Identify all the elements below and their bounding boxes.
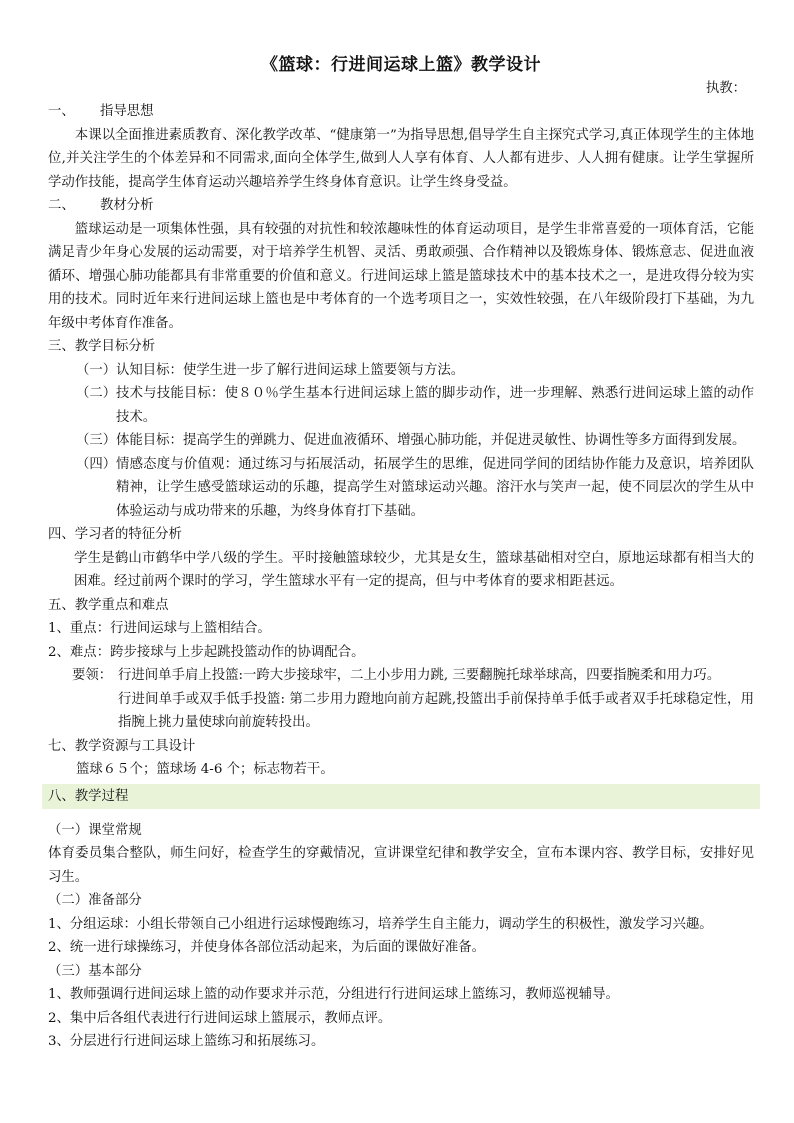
- process-item: [48, 913, 754, 937]
- process-item-label: 2、: [48, 940, 70, 955]
- process-item-text: 统一进行球操练习，并使身体各部位活动起来，为后面的课做好准备。: [69, 940, 486, 955]
- key-point-item: [48, 617, 754, 641]
- objective-text: 情感态度与价值观：通过练习与拓展活动，拓展学生的思维，促进同学间的团结协作能力及意识，培养团队精神，让学生感受篮球运动的乐趣，提高学生对篮球运动兴趣。溶汗水与笑声一起，使不同层次的学生从中体验运动与成功带来的乐趣，为终身体育打下基础。: [116, 456, 754, 519]
- key-point-label: 1、: [48, 621, 70, 636]
- objective-label: （一）: [76, 362, 117, 378]
- essentials-label: 要领：: [72, 668, 113, 683]
- section-4-heading: 四、学习者的特征分析: [48, 527, 182, 542]
- document-title: 《篮球：行进间运球上篮》教学设计: [261, 55, 541, 75]
- process-item-text: 分组运球：小组长带领自己小组进行运球慢跑练习，培养学生自主能力，调动学生的积极性，激发学习兴趣。: [69, 916, 713, 932]
- key-point-text: 重点：行进间运球与上篮相结合。: [69, 621, 271, 636]
- process-item: [48, 936, 754, 960]
- process-part-heading: （一）课堂常规: [48, 822, 142, 838]
- process-item-text: 教师强调行进间运球上篮的动作要求并示范，分组进行行进间运球上篮练习，教师巡视辅导。: [69, 987, 619, 1002]
- process-item: [48, 1007, 754, 1031]
- objective-text: 认知目标：使学生进一步了解行进间运球上篮要领与方法。: [116, 362, 465, 378]
- process-part-heading: （三）基本部分: [48, 963, 142, 979]
- process-item-text: 集中后各组代表进行行进间运球上篮展示，教师点评。: [69, 1010, 392, 1026]
- section-2-title: 教材分析: [100, 198, 154, 213]
- teacher-label: 执教：: [705, 81, 746, 96]
- section-7-heading: 七、教学资源与工具设计: [48, 738, 196, 754]
- objective-item: [48, 382, 754, 429]
- process-item-label: 1、: [48, 987, 70, 1002]
- process-item: [48, 983, 754, 1007]
- objective-label: （三）: [76, 433, 117, 448]
- key-point-label: 2、: [48, 644, 70, 660]
- key-point-text: 难点：跨步接球与上步起跳投篮动作的协调配合。: [69, 644, 365, 660]
- process-item: [48, 1030, 754, 1054]
- section-2-body: 篮球运动是一项集体性强，具有较强的对抗性和较浓趣味性的体育运动项目，是学生非常喜爱的一项体育活，它能满足青少年身心发展的运动需要，对于培养学生机智、灵活、勇敢顽强、合作精神以及锻炼身体、锻炼意志、促进血液循环、增强心肺功能都具有非常重要的价值和意义。行进间运球上篮是篮球技术中的基本技术之一，是进攻得分较为实用的技术。同时近年来行进间运球上篮也是中考体育的一个选考项目之一，实效性较强，在八年级阶段打下基础，为九年级中考体育作准备。: [48, 221, 754, 331]
- objective-item: [48, 453, 754, 524]
- objective-label: （二）: [76, 386, 117, 401]
- objective-label: （四）: [76, 456, 117, 472]
- document-page: [48, 52, 754, 1054]
- spacer: [48, 809, 754, 819]
- section-3-heading: 三、教学目标分析: [48, 339, 156, 354]
- process-item-label: 1、: [48, 916, 70, 932]
- section-2-number: 二、: [48, 198, 75, 213]
- section-8-heading: 八、教学过程: [42, 784, 760, 809]
- process-item-label: 2、: [48, 1010, 70, 1026]
- process-item-text: 分层进行行进间运球上篮练习和拓展练习。: [69, 1034, 325, 1049]
- essentials-text-2: 行进间单手或双手低手投篮: 第二步用力蹬地向前方起跳,投篮出手前保持单手低手或者双手托球稳定性，用指腕上挑力量使球向前旋转投出。: [118, 691, 754, 730]
- section-1-heading: [48, 100, 754, 124]
- objective-text: 体能目标：提高学生的弹跳力、促进血液循环、增强心肺功能，并促进灵敏性、协调性等多方面得到发展。: [116, 433, 746, 448]
- section-4-body: 学生是鹤山市鹤华中学八级的学生。平时接触篮球较少，尤其是女生，篮球基础相对空白，原地运球都有相当大的困难。经过前两个课时的学习，学生篮球水平有一定的提高，但与中考体育的要求相距甚远。: [74, 550, 754, 589]
- objective-text: 技术与技能目标：使８０％学生基本行进间运球上篮的脚步动作，进一步理解、熟悉行进间运球上篮的动作技术。: [116, 386, 754, 425]
- process-part-heading: （二）准备部分: [48, 893, 142, 908]
- section-5-heading: 五、教学重点和难点: [48, 597, 169, 613]
- section-1-body: 本课以全面推进素质教育、深化教学改革、“健康第一”为指导思想,倡导学生自主探究式学习,真正体现学生的主体地位,并关注学生的个体差异和不同需求,面向全体学生,做到人人享有体育、人人都有进步、人人拥有健康。让学生掌握所学动作技能，提高学生体育运动兴趣培养学生终身体育意识。让学生终身受益。: [48, 127, 754, 190]
- key-point-item: [48, 641, 754, 665]
- process-item-label: 3、: [48, 1034, 70, 1049]
- objective-item: [48, 359, 754, 383]
- section-2-heading: [48, 194, 754, 218]
- section-1-number: 一、: [48, 104, 75, 119]
- essentials-item: [48, 664, 754, 688]
- essentials-text-1: 行进间单手肩上投篮:一跨大步接球牢，二上小步用力跳, 三要翻腕托球举球高，四要指腕柔和用力巧。: [118, 668, 721, 683]
- process-item: [48, 842, 754, 889]
- process-item-text: 体育委员集合整队，师生问好，检查学生的穿戴情况，宣讲课堂纪律和教学安全，宣布本课内容、教学目标，安排好见习生。: [48, 846, 754, 885]
- objective-item: [48, 429, 754, 453]
- section-7-body: 篮球６５个；篮球场 4-6 个；标志物若干。: [76, 762, 334, 777]
- section-1-title: 指导思想: [100, 104, 154, 119]
